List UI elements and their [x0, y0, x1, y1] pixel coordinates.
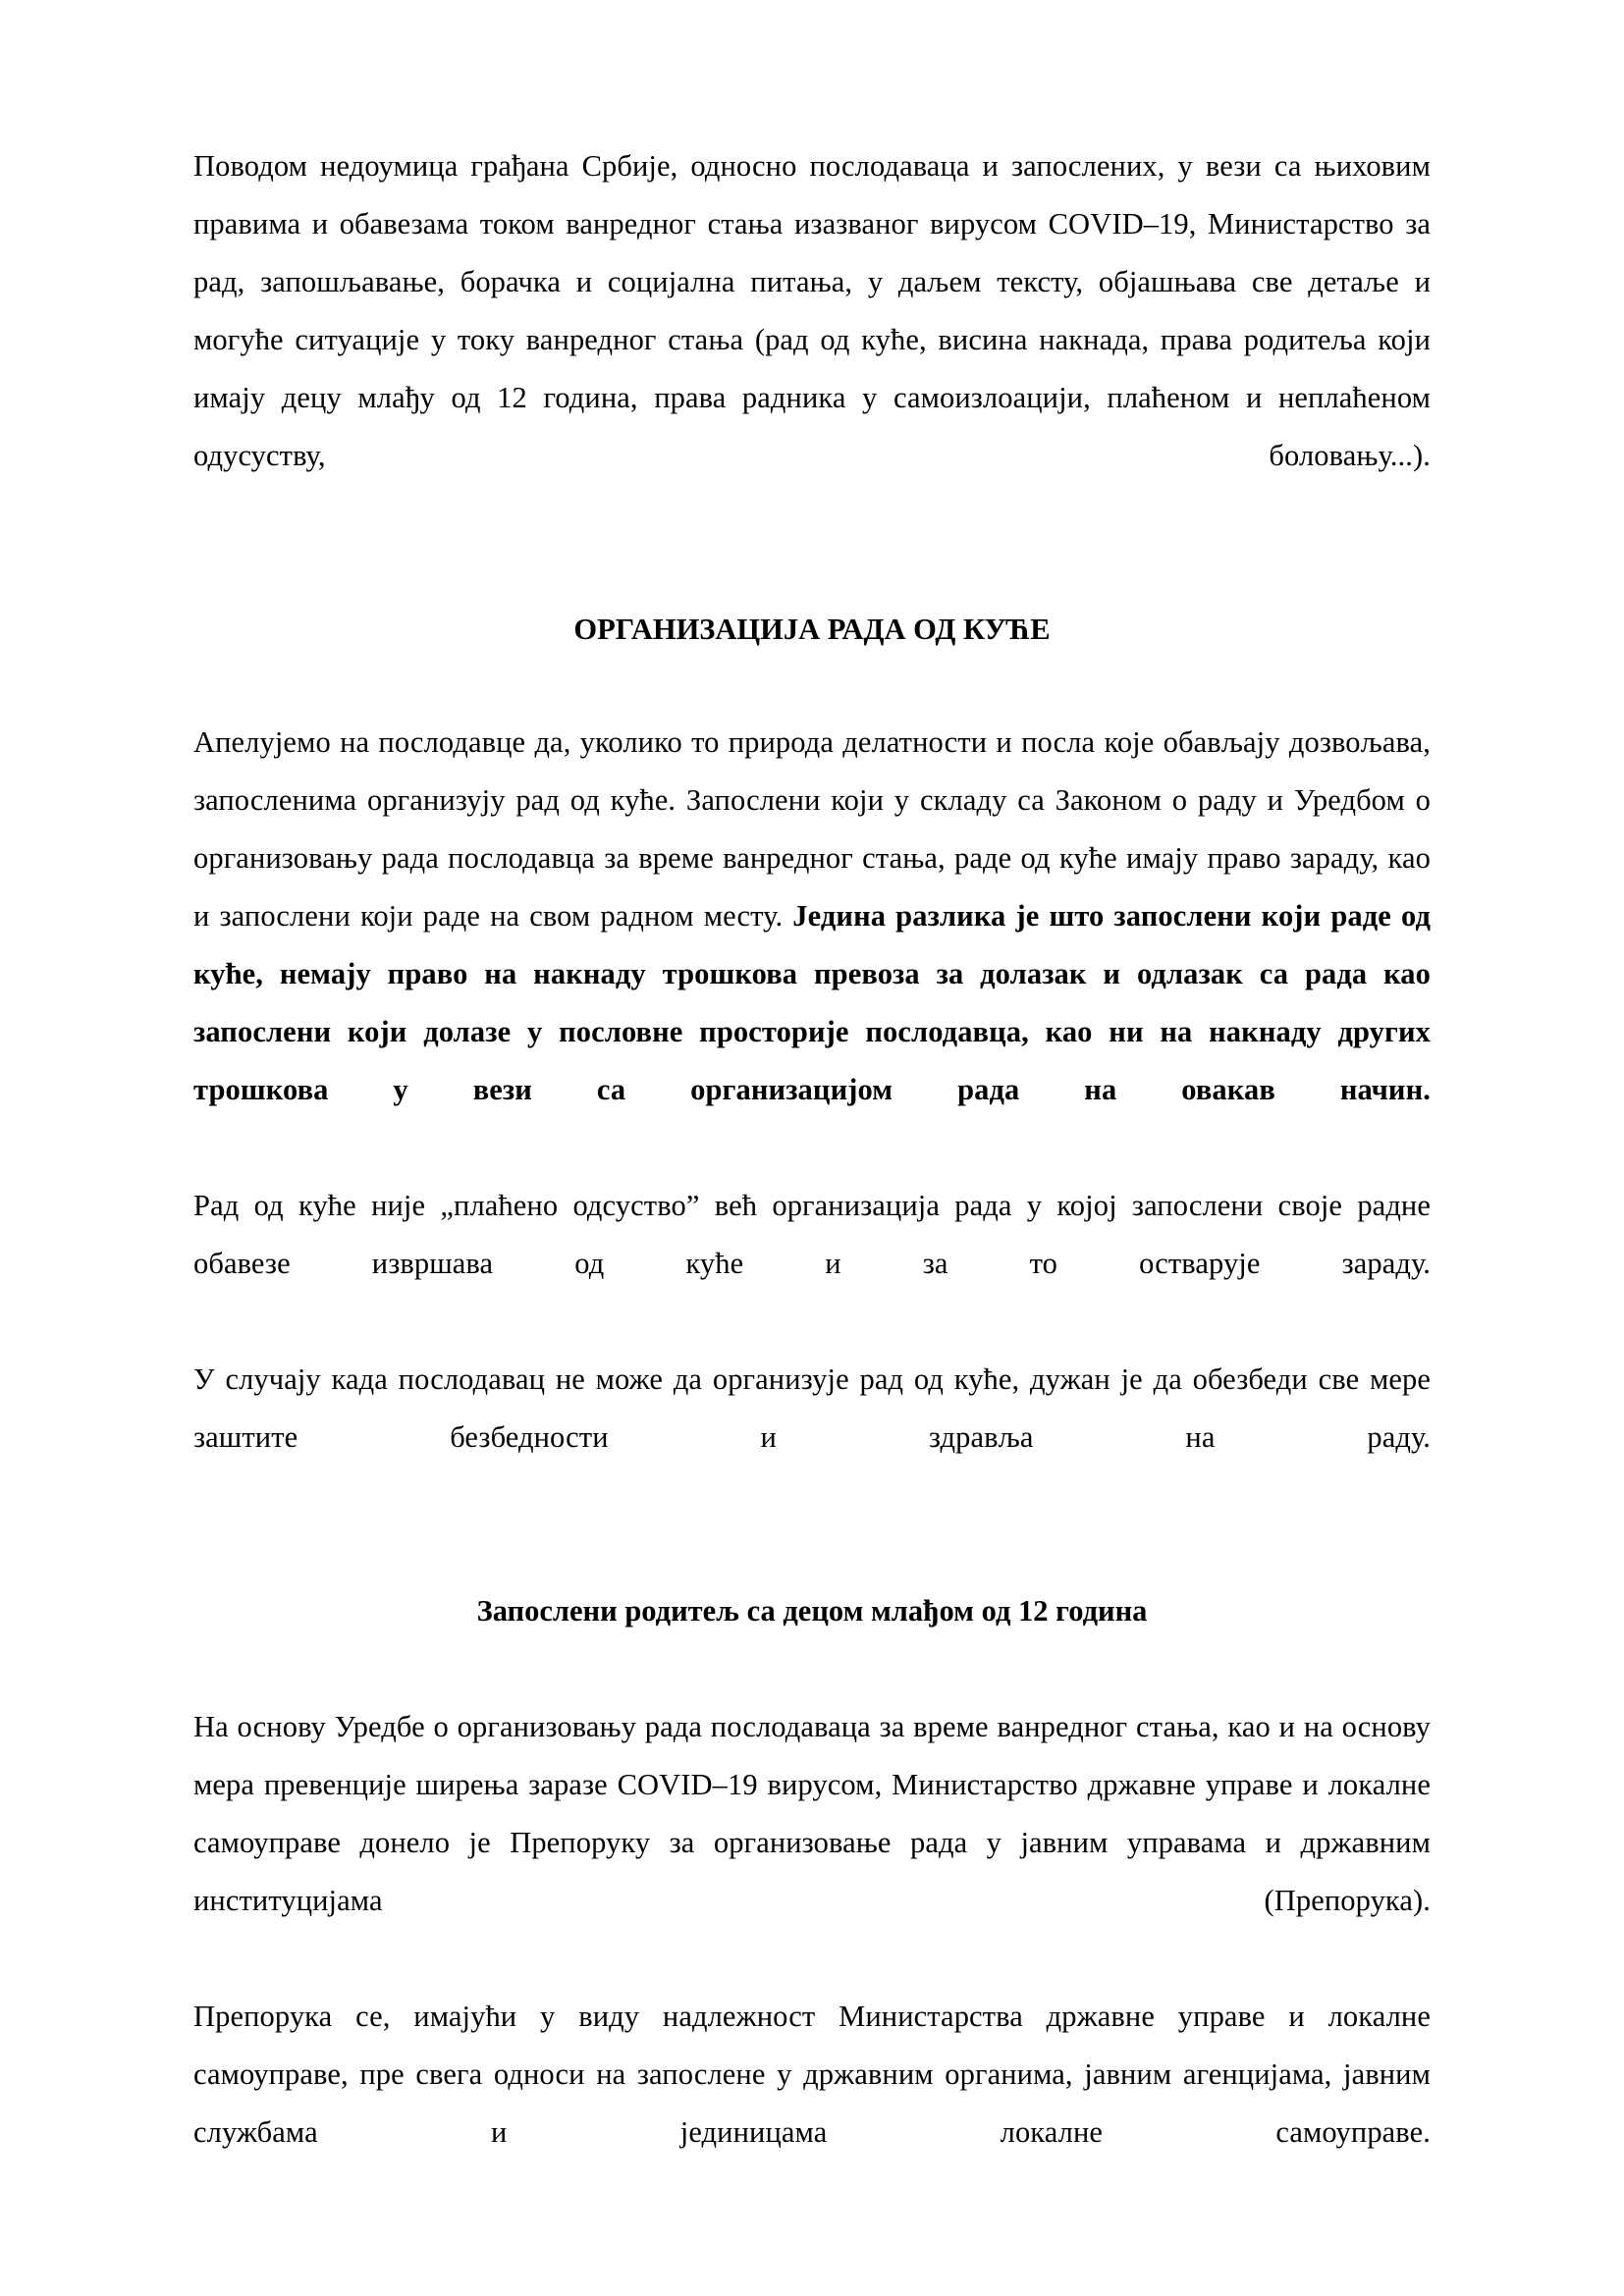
paragraph-intro: Поводом недоумица грађана Србије, односно послодаваца и запослених, у вези са њиховим правима и обавезама током ванредног стања изазваног вирусом COVID–19, Министарство за рад, запошљавање, борачка и социјална питања, у даљем тексту, објашњава све детаље и могуће ситуације у току ванредног стања (рад од куће, висина накнада, права родитеља који имају децу млађу од 12 година, права радника у самоизлоацији, плаћеном и неплаћеном одусуству, боловању...).: [193, 149, 1431, 472]
spacer-before-heading-1: [193, 543, 1431, 601]
spacer-after-heading-2: [193, 1640, 1431, 1698]
body-1-bold-run: Једина разлика је што запослени који раде од куће, немају право на накнаду трошкова превоза за долазак и одлазак са рада као запослени који долазе у пословне просторије послодавца, као ни на накнаду других трошкова у вези са организацијом рада на овакав начин.: [193, 899, 1431, 1106]
paragraph-body-1: [193, 714, 1431, 1177]
spacer-after-heading-1: [193, 659, 1431, 714]
spacer-before-heading-2: [193, 1524, 1431, 1582]
paragraph-body-2: Рад од куће није „плаћено одсуство” већ организација рада у којој запослени своје радне обавезе извршава од куће и за то остварује зараду.: [193, 1189, 1431, 1280]
paragraph-body-3: У случају када послодавац не може да организује рад од куће, дужан је да обезбеди све мере заштите безбедности и здравља на раду.: [193, 1362, 1431, 1454]
section-heading-zaposleni-roditelj: Запослени родитељ са децом млађом од 12 година: [476, 1594, 1148, 1628]
paragraph-body-5: Препорука се, имајући у виду надлежност Министарства државне управе и локалне самоуправе, пре свега односи на запослене у државним органима, јавним агенцијама, јавним службама и јединицама локалне самоуправе.: [193, 2000, 1431, 2149]
body-1-regular-run: Апелујемо на послодавце да, уколико то природа делатности и посла које обављају дозвољава, запосленима организују рад од куће. Запослени који у складу са Законом о раду и Уредбом о организовању рада послодавца за време ванредног стања, раде од куће имају право зараду, као и запослени који раде на свом радном месту.: [193, 725, 1431, 933]
section-heading-organizacija-rada-od-kuce: ОРГАНИЗАЦИЈА РАДА ОД КУЋЕ: [573, 613, 1051, 646]
paragraph-body-4: На основу Уредбе о организовању рада послодаваца за време ванредног стања, као и на основу мера превенције ширења заразе COVID–19 вирусом, Министарство државне управе и локалне самоуправе донело је Препоруку за организовање рада у јавним управама и државним институцијама (Препорука).: [193, 1710, 1431, 1917]
document-body: [193, 137, 1431, 2219]
